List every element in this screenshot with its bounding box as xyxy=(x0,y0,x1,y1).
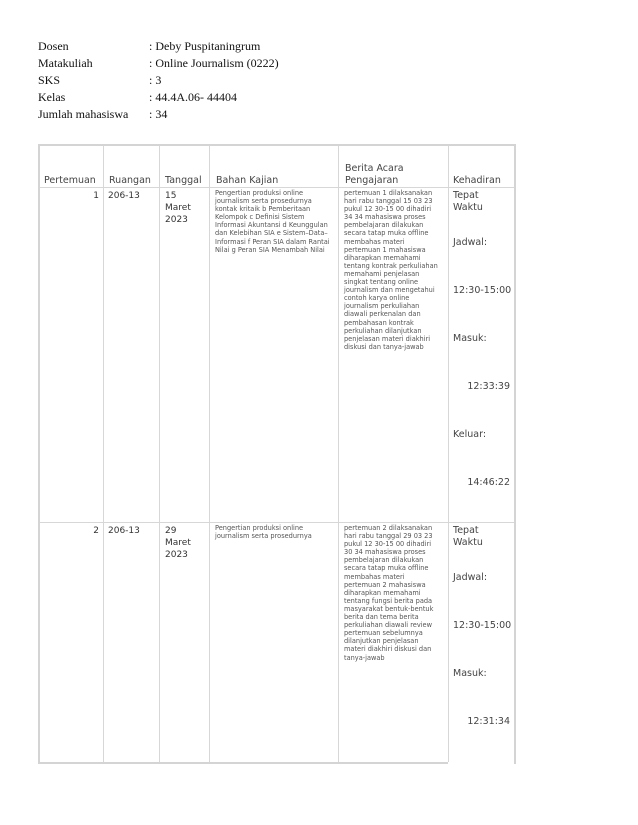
info-row-matakuliah xyxy=(38,55,279,72)
row-2-ruangan: 206-13 xyxy=(108,526,140,536)
row-1-pertemuan: 1 xyxy=(93,191,99,201)
info-label: Matakuliah xyxy=(38,56,93,70)
course-info xyxy=(38,38,279,123)
info-value: : Online Journalism (0222) xyxy=(149,56,279,70)
info-row-dosen xyxy=(38,38,279,55)
row-1-status: Tepat Waktu xyxy=(453,190,483,213)
info-label: Dosen xyxy=(38,39,69,53)
row-1-ruangan: 206-13 xyxy=(108,191,140,201)
row-2-tanggal: 29 Maret 2023 xyxy=(165,526,191,560)
row-1-masuk-label: Masuk: xyxy=(453,333,487,344)
header-divider xyxy=(40,187,514,188)
table-border xyxy=(38,144,40,764)
row-2-status: Tepat Waktu xyxy=(453,525,483,548)
row-1-berita-acara: pertemuan 1 dilaksanakan hari rabu tanggal 15 03 23 pukul 12 30-15 00 dihadiri 34 34 mahasiswa proses pembelajaran dilakukan secara tatap muka offline membahas materi pertemuan 1 mahasiswa diharapkan memahami tentang kontrak perkuliahan memahami penjelasan singkat tentang online journalism dan mengetahui contoh karya online journalism perkuliahan diawali perkenalan dan pembahasan kontrak perkuliahan dilanjutkan penjelasan materi diakhiri diskusi dan tanya-jawab xyxy=(344,189,438,351)
table-border xyxy=(514,144,516,764)
header-kehadiran: Kehadiran xyxy=(453,175,501,186)
row-2-pertemuan: 2 xyxy=(93,526,99,536)
info-label: Kelas xyxy=(38,90,66,104)
header-pertemuan: Pertemuan xyxy=(44,175,96,186)
column-divider xyxy=(338,146,339,762)
info-row-kelas xyxy=(38,89,279,106)
row-1-masuk-value: 12:33:39 xyxy=(467,381,510,392)
row-2-jadwal-value: 12:30-15:00 xyxy=(453,620,512,631)
header-ruangan: Ruangan xyxy=(109,175,151,186)
info-label: Jumlah mahasiswa xyxy=(38,107,129,121)
row-1-jadwal-label: Jadwal: xyxy=(453,237,488,248)
attendance-table xyxy=(38,144,516,764)
info-label: SKS xyxy=(38,73,61,87)
table-border xyxy=(38,762,448,764)
row-1-tanggal: 15 Maret 2023 xyxy=(165,191,191,225)
info-value: : 3 xyxy=(149,73,162,87)
header-tanggal: Tanggal xyxy=(165,175,202,186)
row-2-bahan-kajian: Pengertian produksi online journalism serta prosedurnya xyxy=(215,524,312,541)
row-2-berita-acara: pertemuan 2 dilaksanakan hari rabu tanggal 29 03 23 pukul 12 30-15 00 dihadiri 30 34 mahasiswa proses pembelajaran dilakukan secara tatap muka offline membahas materi pertemuan 2 mahasiswa diharapkan memahami tentang fungsi berita pada masyarakat bentuk-bentuk berita dan tema berita perkuliahan diawali review pertemuan sebelumnya dilanjutkan penjelasan materi diakhiri diskusi dan tanya-jawab xyxy=(344,524,434,662)
row-1-keluar-value: 14:46:22 xyxy=(467,477,510,488)
row-1-bahan-kajian: Pengertian produksi online journalism serta prosedurnya kontak kritaik b Pemberitaan Kelompok c Definisi Sistem Informasi Akuntansi d Keunggulan dan Kelebihan SIA e Sistem–Data–Informasi f Peran SIA dalam Rantai Nilai g Peran SIA Menambah Nilai xyxy=(215,189,330,254)
info-value: : 34 xyxy=(149,107,168,121)
row-2-jadwal-label: Jadwal: xyxy=(453,572,488,583)
row-divider xyxy=(40,522,514,523)
info-row-sks xyxy=(38,72,279,89)
header-berita-acara: Berita Acara Pengajaran xyxy=(345,163,404,186)
column-divider xyxy=(159,146,160,762)
info-value: : 44.4A.06- 44404 xyxy=(149,90,237,104)
row-1-jadwal-value: 12:30-15:00 xyxy=(453,285,512,296)
column-divider xyxy=(209,146,210,762)
info-row-jumlah-mahasiswa xyxy=(38,106,279,123)
info-value: : Deby Puspitaningrum xyxy=(149,39,261,53)
row-2-masuk-value: 12:31:34 xyxy=(467,716,510,727)
header-bahan-kajian: Bahan Kajian xyxy=(216,175,279,186)
row-2-masuk-label: Masuk: xyxy=(453,668,487,679)
table-border xyxy=(38,144,516,146)
row-1-keluar-label: Keluar: xyxy=(453,429,487,440)
column-divider xyxy=(448,146,449,762)
column-divider xyxy=(103,146,104,762)
